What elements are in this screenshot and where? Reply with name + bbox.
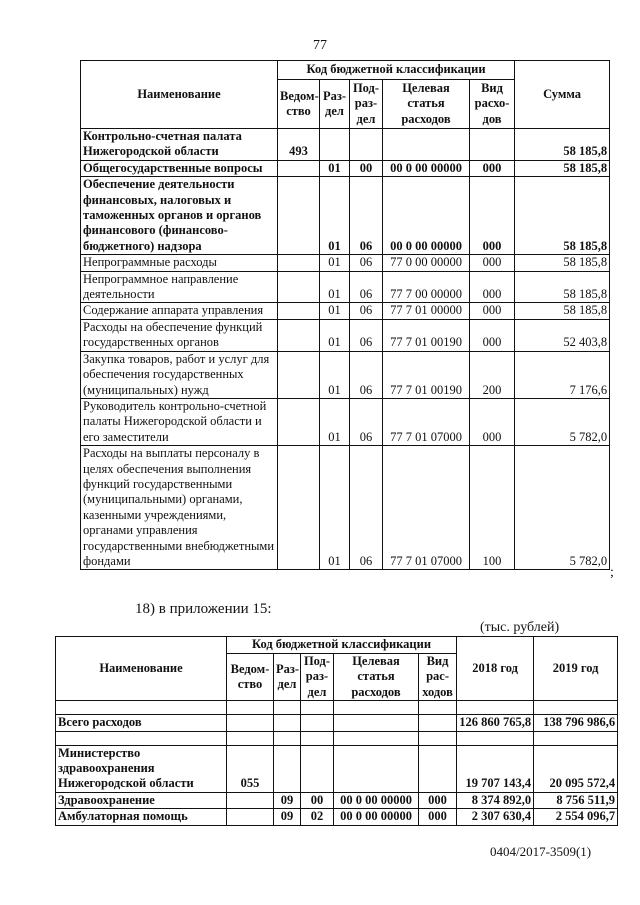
row-vid: 000: [470, 177, 515, 255]
empty-cell: [274, 731, 301, 745]
row-ved: [227, 792, 274, 808]
row-2019: 2 554 096,7: [534, 809, 618, 825]
row-vid: 000: [470, 271, 515, 303]
row-razdel: 01: [320, 398, 350, 445]
row-target: [383, 129, 470, 161]
row-target: 77 7 01 00190: [383, 351, 470, 398]
empty-cell: [301, 731, 334, 745]
header-2018: 2018 год: [457, 637, 534, 701]
row-podrazdel: 06: [350, 177, 383, 255]
row-name: Содержание аппарата управления: [81, 303, 278, 319]
table-row: [81, 303, 610, 319]
document-code: 0404/2017-3509(1): [490, 844, 592, 859]
row-sum: 58 185,8: [515, 303, 610, 319]
row-target: 77 7 01 00000: [383, 303, 470, 319]
table-row: [81, 271, 610, 303]
budget-table-2: [55, 636, 618, 826]
empty-cell: [334, 701, 419, 715]
row-target: [334, 745, 419, 792]
row-vid: 000: [470, 303, 515, 319]
header-name: Наименование: [56, 637, 227, 701]
row-target: 00 0 00 00000: [383, 160, 470, 176]
row-vid: 100: [470, 446, 515, 570]
row-target: 00 0 00 00000: [383, 177, 470, 255]
row-vid: 000: [470, 160, 515, 176]
table-row: [81, 446, 610, 570]
empty-cell: [534, 731, 618, 745]
header-razdel: Раз-дел: [274, 654, 301, 701]
row-ved: [278, 255, 320, 271]
row-podrazdel: [301, 745, 334, 792]
row-name: Здравоохранение: [56, 792, 227, 808]
trailing-semicolon: ;: [610, 565, 614, 580]
row-name: Руководитель контрольно-счетной палаты Нижегородской области и его заместители: [81, 398, 278, 445]
unit-label: (тыс. рублей): [480, 620, 560, 635]
empty-cell: [227, 731, 274, 745]
table-row: [81, 319, 610, 351]
row-ved: [278, 303, 320, 319]
row-podrazdel: 00: [301, 792, 334, 808]
row-sum: 52 403,8: [515, 319, 610, 351]
header-2019: 2019 год: [534, 637, 618, 701]
header-code-group: Код бюджетной классификации: [227, 637, 457, 654]
row-name: Контрольно-счетная палата Нижегородской области: [81, 129, 278, 161]
table-row: [81, 351, 610, 398]
row-2018: 8 374 892,0: [457, 792, 534, 808]
row-ved: [278, 398, 320, 445]
spacer-row: [56, 701, 618, 715]
row-2018: 126 860 765,8: [457, 715, 534, 731]
row-vid: [419, 715, 457, 731]
row-razdel: 01: [320, 303, 350, 319]
row-name: Всего расходов: [56, 715, 227, 731]
header-vid: Вид расхо-дов: [470, 80, 515, 129]
row-ved: [278, 351, 320, 398]
row-podrazdel: 06: [350, 351, 383, 398]
row-podrazdel: 06: [350, 303, 383, 319]
row-ved: 493: [278, 129, 320, 161]
header-ved: Ведом-ство: [227, 654, 274, 701]
row-razdel: 01: [320, 255, 350, 271]
row-target: 77 0 00 00000: [383, 255, 470, 271]
table-row: [81, 129, 610, 161]
row-ved: [278, 160, 320, 176]
row-vid: 000: [470, 319, 515, 351]
row-podrazdel: 06: [350, 255, 383, 271]
table-row: [56, 715, 618, 731]
row-vid: 000: [419, 809, 457, 825]
section-caption: 18) в приложении 15:: [135, 601, 272, 617]
empty-cell: [56, 701, 227, 715]
empty-cell: [301, 701, 334, 715]
row-ved: 055: [227, 745, 274, 792]
budget-table-1: [80, 60, 610, 570]
row-2019: 20 095 572,4: [534, 745, 618, 792]
row-2019: 138 796 986,6: [534, 715, 618, 731]
page-number: 77: [313, 38, 327, 53]
empty-cell: [534, 701, 618, 715]
row-vid: 000: [470, 398, 515, 445]
row-vid: 200: [470, 351, 515, 398]
header-name: Наименование: [81, 61, 278, 129]
row-target: 77 7 01 07000: [383, 446, 470, 570]
row-name: Непрограммное направление деятельности: [81, 271, 278, 303]
row-target: 77 7 00 00000: [383, 271, 470, 303]
row-sum: 58 185,8: [515, 129, 610, 161]
row-2019: 8 756 511,9: [534, 792, 618, 808]
row-razdel: [274, 715, 301, 731]
row-name: Амбулаторная помощь: [56, 809, 227, 825]
row-razdel: 01: [320, 319, 350, 351]
empty-cell: [334, 731, 419, 745]
row-razdel: [320, 129, 350, 161]
table-row: [81, 160, 610, 176]
table1-body: [81, 129, 610, 570]
row-podrazdel: [350, 129, 383, 161]
row-sum: 58 185,8: [515, 255, 610, 271]
empty-cell: [419, 731, 457, 745]
row-ved: [227, 715, 274, 731]
row-razdel: 09: [274, 792, 301, 808]
row-name: Обеспечение деятельности финансовых, налоговых и таможенных органов и органов финансового (финансово-бюджетного) надзора: [81, 177, 278, 255]
spacer-row: [56, 731, 618, 745]
row-vid: 000: [470, 255, 515, 271]
row-sum: 7 176,6: [515, 351, 610, 398]
row-razdel: 09: [274, 809, 301, 825]
row-razdel: 01: [320, 160, 350, 176]
row-sum: 58 185,8: [515, 271, 610, 303]
row-sum: 5 782,0: [515, 398, 610, 445]
row-ved: [278, 271, 320, 303]
empty-cell: [419, 701, 457, 715]
row-razdel: 01: [320, 446, 350, 570]
row-vid: 000: [419, 792, 457, 808]
row-target: 00 0 00 00000: [334, 809, 419, 825]
row-target: 77 7 01 00190: [383, 319, 470, 351]
row-name: Расходы на обеспечение функций государственных органов: [81, 319, 278, 351]
row-razdel: [274, 745, 301, 792]
table-row: [56, 809, 618, 825]
header-podrazdel: Под-раз-дел: [301, 654, 334, 701]
table2-body: [56, 701, 618, 825]
row-razdel: 01: [320, 271, 350, 303]
row-podrazdel: [301, 715, 334, 731]
row-podrazdel: 06: [350, 319, 383, 351]
row-name: Непрограммные расходы: [81, 255, 278, 271]
header-ved: Ведом-ство: [278, 80, 320, 129]
row-razdel: 01: [320, 351, 350, 398]
row-podrazdel: 00: [350, 160, 383, 176]
row-2018: 19 707 143,4: [457, 745, 534, 792]
empty-cell: [457, 701, 534, 715]
row-sum: 58 185,8: [515, 160, 610, 176]
row-target: 00 0 00 00000: [334, 792, 419, 808]
table-row: [56, 745, 618, 792]
row-name: Общегосударственные вопросы: [81, 160, 278, 176]
header-sum: Сумма: [515, 61, 610, 129]
row-name: Министерство здравоохранения Нижегородской области: [56, 745, 227, 792]
header-target: Целевая статья расходов: [383, 80, 470, 129]
row-sum: 5 782,0: [515, 446, 610, 570]
header-target: Целевая статья расходов: [334, 654, 419, 701]
row-ved: [278, 446, 320, 570]
row-vid: [470, 129, 515, 161]
row-podrazdel: 06: [350, 446, 383, 570]
header-podrazdel: Под-раз-дел: [350, 80, 383, 129]
empty-cell: [56, 731, 227, 745]
row-target: [334, 715, 419, 731]
row-name: Закупка товаров, работ и услуг для обеспечения государственных (муниципальных) нужд: [81, 351, 278, 398]
row-ved: [278, 177, 320, 255]
row-target: 77 7 01 07000: [383, 398, 470, 445]
header-razdel: Раз-дел: [320, 80, 350, 129]
table-row: [81, 255, 610, 271]
row-podrazdel: 06: [350, 398, 383, 445]
table-row: [81, 177, 610, 255]
row-vid: [419, 745, 457, 792]
empty-cell: [227, 701, 274, 715]
row-podrazdel: 06: [350, 271, 383, 303]
header-vid: Вид рас-ходов: [419, 654, 457, 701]
row-razdel: 01: [320, 177, 350, 255]
table-row: [56, 792, 618, 808]
row-name: Расходы на выплаты персоналу в целях обеспечения выполнения функций государственными (муниципальными) органами, казенными учреждениями, органами управления государственными внебюджетными фондами: [81, 446, 278, 570]
empty-cell: [274, 701, 301, 715]
empty-cell: [457, 731, 534, 745]
header-code-group: Код бюджетной классификации: [278, 61, 515, 80]
row-ved: [278, 319, 320, 351]
table-row: [81, 398, 610, 445]
row-ved: [227, 809, 274, 825]
row-podrazdel: 02: [301, 809, 334, 825]
row-sum: 58 185,8: [515, 177, 610, 255]
row-2018: 2 307 630,4: [457, 809, 534, 825]
